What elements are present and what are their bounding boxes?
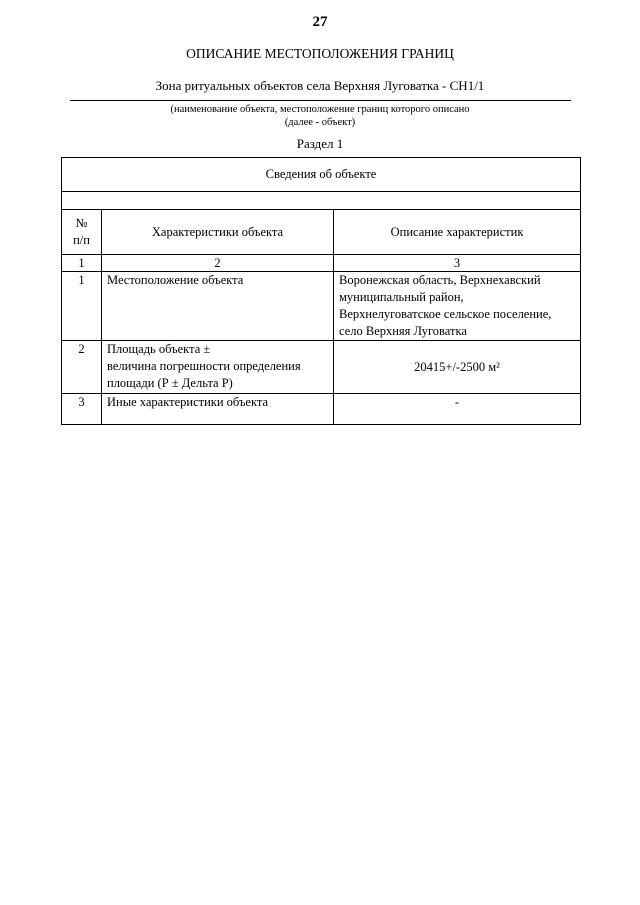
row-num: 1 — [62, 272, 102, 341]
table-caption-row — [62, 158, 581, 192]
row-description — [334, 341, 581, 394]
header-num-line-1: № — [75, 216, 88, 230]
table-index-row — [62, 255, 581, 272]
object-name-caption — [0, 103, 640, 129]
description-line: муниципальный район, — [339, 290, 464, 304]
table-blank-row — [62, 192, 581, 210]
description-line: - — [454, 395, 460, 409]
table-row — [62, 272, 581, 341]
header-description: Описание характеристик — [334, 210, 581, 255]
row-num: 3 — [62, 394, 102, 425]
description-line: 20415+/-2500 м² — [414, 359, 500, 374]
characteristic-line: величина погрешности определения — [107, 359, 301, 373]
caption-line-2: (далее - объект) — [284, 117, 356, 128]
document-title: ОПИСАНИЕ МЕСТОПОЛОЖЕНИЯ ГРАНИЦ — [186, 46, 454, 61]
row-characteristic — [102, 272, 334, 341]
characteristic-line: Иные характеристики объекта — [107, 395, 269, 409]
row-num: 2 — [62, 341, 102, 394]
header-num-line-2: п/п — [73, 233, 90, 247]
section-label: Раздел 1 — [296, 136, 344, 151]
characteristic-line: Местоположение объекта — [107, 273, 244, 287]
index-cell-1: 1 — [62, 255, 102, 272]
underline-rule — [70, 100, 571, 101]
row-characteristic — [102, 341, 334, 394]
description-line: Верхнелуговатское сельское поселение, — [339, 307, 552, 321]
row-description — [334, 272, 581, 341]
header-num — [62, 210, 102, 255]
description-line: село Верхняя Луговатка — [339, 324, 467, 338]
table-header-row — [62, 210, 581, 255]
table-caption: Сведения об объекте — [62, 158, 581, 192]
index-cell-2: 2 — [102, 255, 334, 272]
row-description — [334, 394, 581, 425]
row-characteristic — [102, 394, 334, 425]
object-info-table — [61, 157, 581, 425]
characteristic-line: площади (Р ± Дельта Р) — [107, 376, 233, 390]
header-characteristics: Характеристики объекта — [102, 210, 334, 255]
index-cell-3: 3 — [334, 255, 581, 272]
object-name: Зона ритуальных объектов села Верхняя Луговатка - СН1/1 — [155, 78, 485, 93]
page-number: 27 — [312, 14, 328, 30]
table-row — [62, 341, 581, 394]
caption-line-1: (наименование объекта, местоположение границ которого описано — [170, 104, 470, 115]
characteristic-line: Площадь объекта ± — [107, 342, 211, 356]
blank-cell — [62, 192, 581, 210]
table-row — [62, 394, 581, 425]
description-line: Воронежская область, Верхнехавский — [339, 273, 541, 287]
